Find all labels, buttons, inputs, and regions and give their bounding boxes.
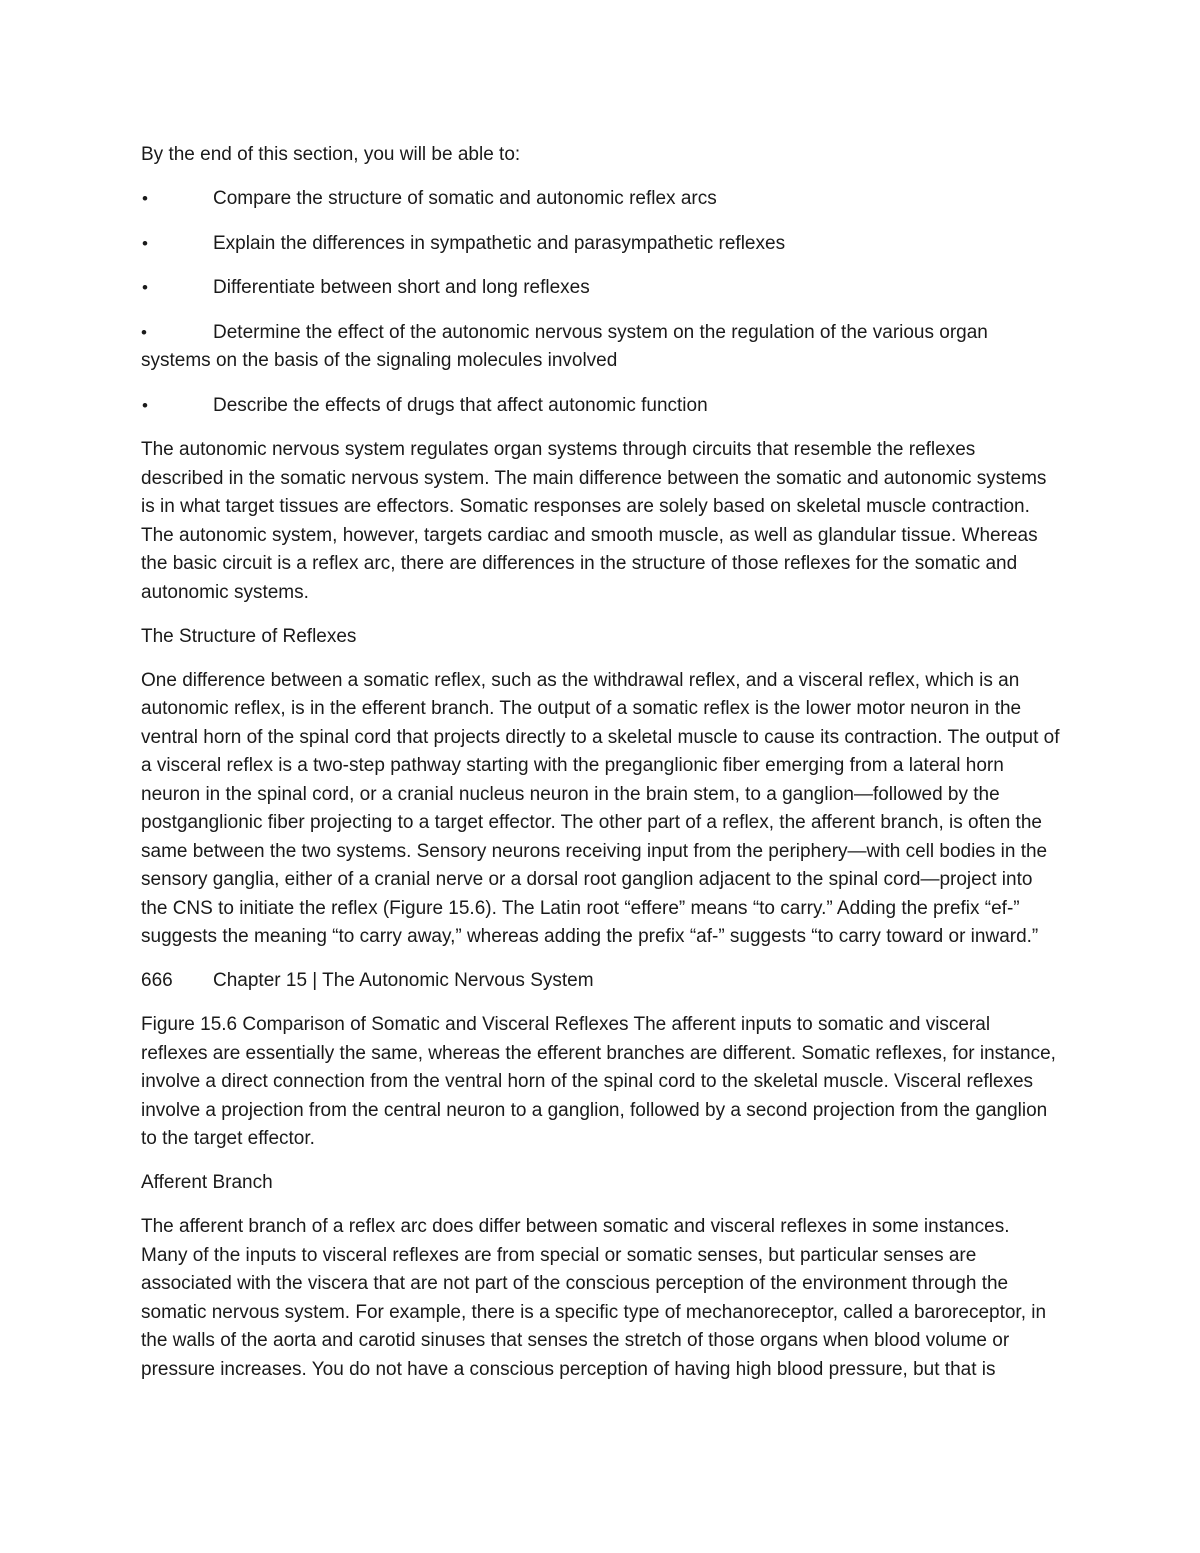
- bullet-icon: •: [142, 278, 148, 297]
- objective-text: Compare the structure of somatic and autonomic reflex arcs: [213, 188, 717, 209]
- objective-text: Describe the effects of drugs that affect autonomic function: [213, 394, 708, 416]
- learning-objectives-list: [141, 185, 1061, 420]
- objective-text: Determine the effect of the autonomic nervous system on the regulation of the various organ systems on the basis of the signaling molecules involved: [141, 321, 988, 371]
- page-number: 666: [141, 970, 173, 991]
- objective-item: [141, 319, 1061, 376]
- objective-item: [141, 392, 1061, 421]
- figure-caption: Figure 15.6 Comparison of Somatic and Visceral Reflexes The afferent inputs to somatic and visceral reflexes are essentially the same, whereas the efferent branches are different. Somatic reflexes, for instance, involve a direct connection from the ventral horn of the spinal cord to the skeletal muscle. Visceral reflexes involve a projection from the central neuron to a ganglion, followed by a second projection from the ganglion to the target effector.: [141, 1014, 1056, 1149]
- section-heading: The Structure of Reflexes: [141, 625, 357, 647]
- chapter-running-header: [141, 967, 1061, 996]
- document-page: [141, 141, 1061, 1400]
- chapter-title: Chapter 15 | The Autonomic Nervous System: [213, 970, 594, 991]
- objective-text: Differentiate between short and long reflexes: [213, 277, 590, 298]
- objective-item: [141, 230, 1061, 259]
- section-heading: Afferent Branch: [141, 1172, 273, 1193]
- objectives-intro: By the end of this section, you will be able to:: [141, 144, 521, 165]
- bullet-icon: •: [142, 395, 148, 415]
- objective-text: Explain the differences in sympathetic and parasympathetic reflexes: [213, 232, 786, 254]
- body-paragraph: One difference between a somatic reflex, such as the withdrawal reflex, and a visceral reflex, which is an autonomic reflex, is in the efferent branch. The output of a somatic reflex is the lower motor neuron in the ventral horn of the spinal cord that projects directly to a skeletal muscle to cause its contraction. The output of a visceral reflex is a two-step pathway starting with the preganglionic fiber emerging from a lateral horn neuron in the spinal cord, or a cranial nucleus neuron in the brain stem, to a ganglion—followed by the postganglionic fiber projecting to a target effector. The other part of a reflex, the afferent branch, is often the same between the two systems. Sensory neurons receiving input from the periphery—with cell bodies in the sensory ganglia, either of a cranial nerve or a dorsal root ganglion adjacent to the spinal cord—project into the CNS to initiate the reflex (Figure 15.6). The Latin root “effere” means “to carry.” Adding the prefix “ef-” suggests the meaning “to carry away,” whereas adding the prefix “af-” suggests “to carry toward or inward.”: [141, 669, 1060, 947]
- objective-item: [141, 274, 1061, 303]
- bullet-icon: •: [142, 189, 148, 208]
- bullet-icon: •: [141, 322, 147, 342]
- bullet-icon: •: [142, 233, 148, 253]
- body-paragraph: The autonomic nervous system regulates organ systems through circuits that resemble the reflexes described in the somatic nervous system. The main difference between the somatic and autonomic systems is in what target tissues are effectors. Somatic responses are solely based on skeletal muscle contraction. The autonomic system, however, targets cardiac and smooth muscle, as well as glandular tissue. Whereas the basic circuit is a reflex arc, there are differences in the structure of those reflexes for the somatic and autonomic systems.: [141, 439, 1047, 603]
- objective-item: [141, 185, 1061, 214]
- body-paragraph: The afferent branch of a reflex arc does differ between somatic and visceral reflexes in some instances. Many of the inputs to visceral reflexes are from special or somatic senses, but particular senses are associated with the viscera that are not part of the conscious perception of the environment through the somatic nervous system. For example, there is a specific type of mechanoreceptor, called a baroreceptor, in the walls of the aorta and carotid sinuses that senses the stretch of those organs when blood volume or pressure increases. You do not have a conscious perception of having high blood pressure, but that is: [141, 1216, 1047, 1380]
